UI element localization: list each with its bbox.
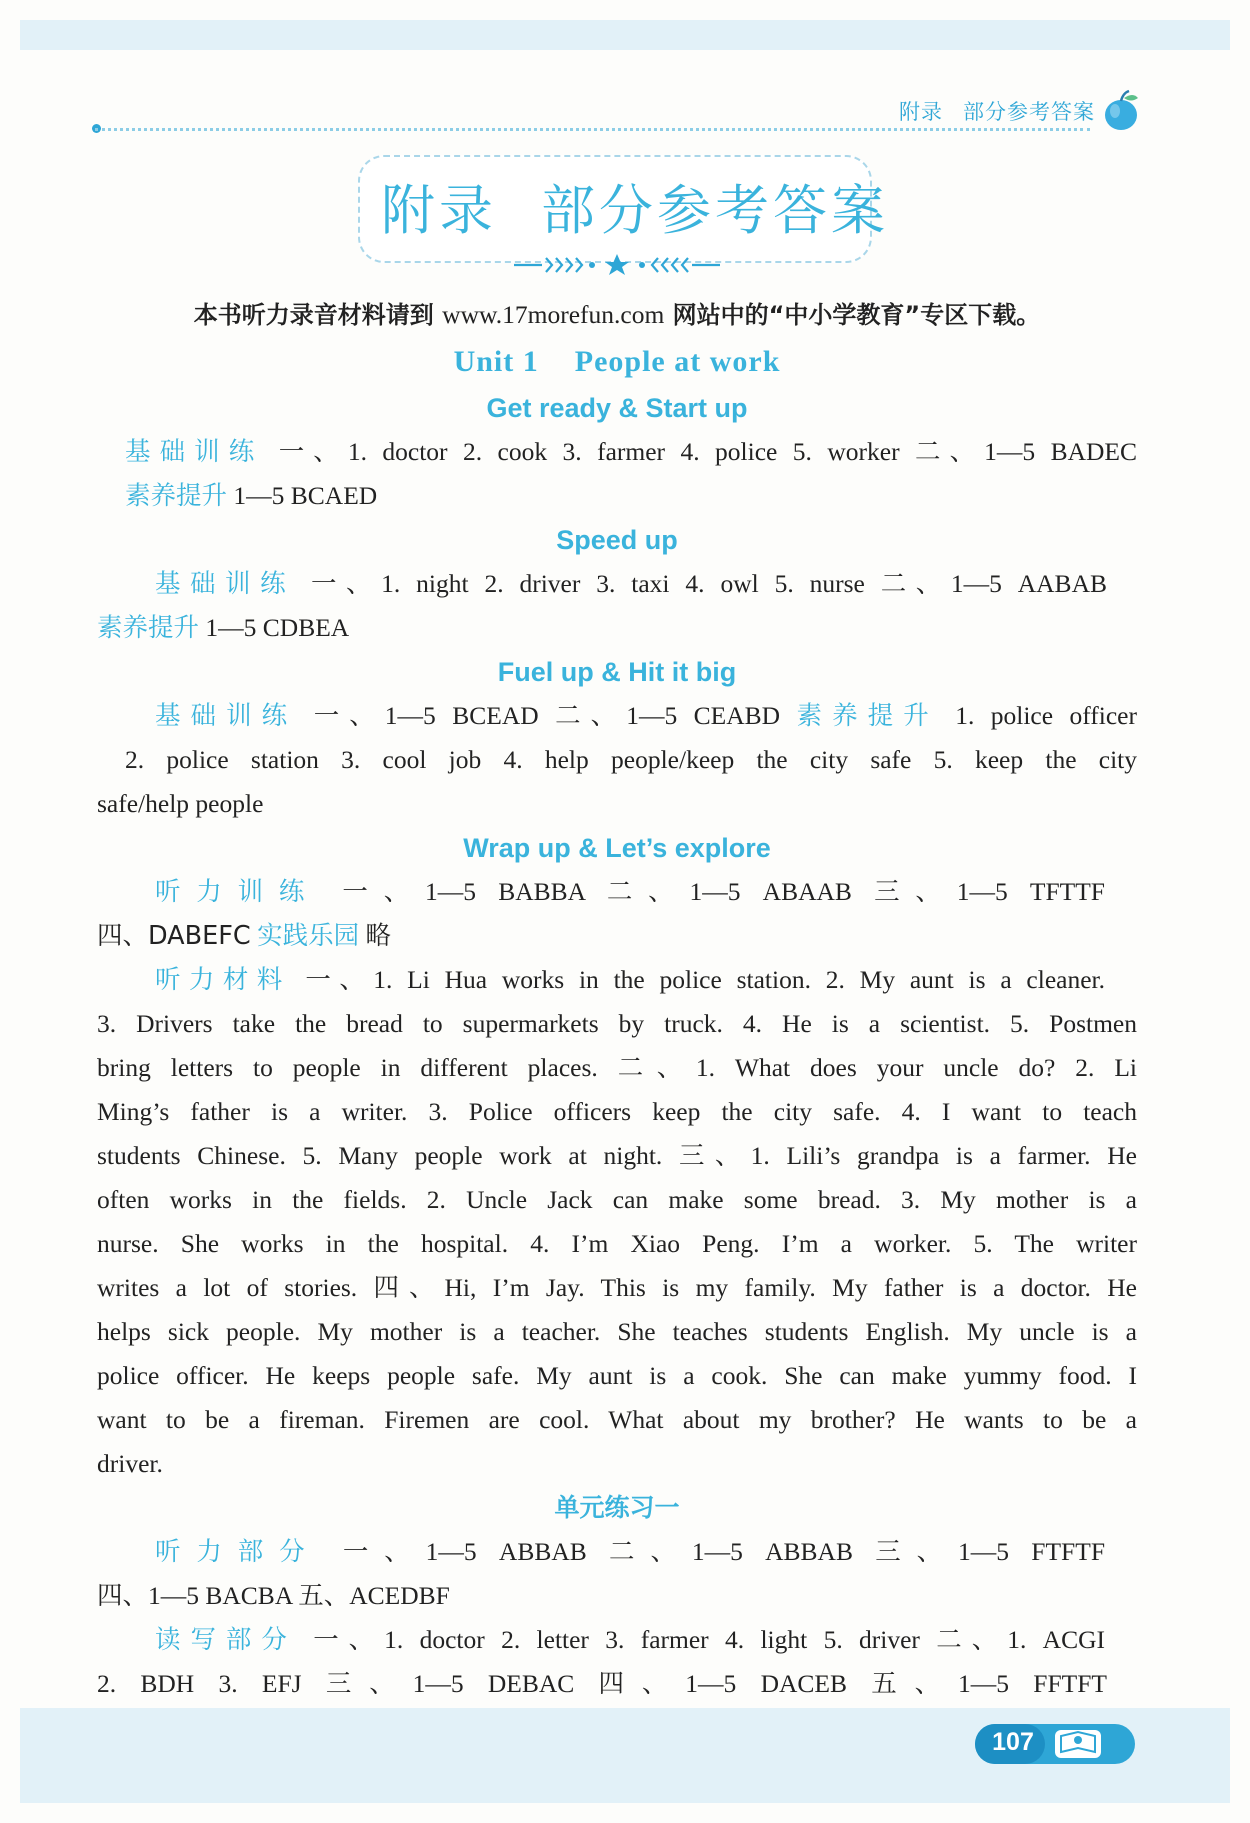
- label-tingli: 听力训练: [155, 877, 321, 907]
- answer-text: 一、1. Li Hua works in the police station. 2. My aunt is a cleaner.: [305, 965, 1105, 994]
- answer-line: 2. police station 3. cool job 4. help people/keep the city safe 5. keep the city: [125, 745, 1137, 774]
- label-jichu: 基础训练: [155, 701, 298, 731]
- section-heading: 单元练习一: [554, 1493, 680, 1522]
- label-suyang: 素养提升: [796, 701, 939, 731]
- answer-text: 一、1. night 2. driver 3. taxi 4. owl 5. nurse 二、1—5 AABAB: [311, 569, 1107, 598]
- answer-line: [125, 474, 1165, 518]
- answer-line: students Chinese. 5. Many people work at night. 三、1. Lili’s grandpa is a farmer. He: [97, 1141, 1137, 1170]
- download-notice: [97, 293, 1137, 337]
- answer-line: [97, 914, 1137, 958]
- top-band: [20, 20, 1230, 50]
- answer-line: [155, 694, 1137, 738]
- section-heading: Wrap up & Let’s explore: [463, 833, 771, 863]
- answer-text: 一、1—5 BABBA 二、1—5 ABAAB 三、1—5 TFTTF: [342, 877, 1105, 906]
- answer-line: 3. Drivers take the bread to supermarkets by truck. 4. He is a scientist. 5. Postmen: [97, 1009, 1137, 1038]
- page-number: 107: [992, 1728, 1034, 1756]
- answer-line: [155, 1530, 1105, 1574]
- section-heading: Fuel up & Hit it big: [497, 657, 737, 687]
- label-jichu: 基础训练: [125, 437, 264, 467]
- notice-post: 网站中的“中小学教育”专区下载。: [664, 301, 1041, 329]
- label-suyang: 素养提升: [125, 481, 228, 511]
- label-duxie-bufen: 读写部分: [155, 1625, 297, 1655]
- answer-line: nurse. She works in the hospital. 4. I’m Xiao Peng. I’m a worker. 5. The writer: [97, 1229, 1137, 1258]
- answer-line: [97, 606, 1137, 650]
- answer-line: want to be a fireman. Firemen are cool. What about my brother? He wants to be a: [97, 1405, 1137, 1434]
- answer-text: 1—5 BCAED: [233, 481, 378, 510]
- ornament-divider: [512, 252, 722, 278]
- label-suyang: 素养提升: [97, 613, 200, 643]
- answer-line: [155, 1618, 1105, 1662]
- title-appendix: 附录: [381, 179, 497, 242]
- apple-icon: [1100, 88, 1142, 132]
- answer-line: 2. BDH 3. EFJ 三、1—5 DEBAC 四、1—5 DACEB 五、1—5 FFTFT: [97, 1669, 1107, 1698]
- answer-line: [155, 958, 1105, 1002]
- title-answers: 部分参考答案: [541, 179, 889, 242]
- header-rule: [95, 128, 1090, 131]
- unit-title: [97, 340, 1137, 384]
- answer-line: 四、1—5 BACBA 五、ACEDBF: [97, 1581, 450, 1610]
- answer-text: 一、1—5 BCEAD 二、1—5 CEABD: [313, 701, 781, 730]
- section-heading: Get ready & Start up: [486, 393, 748, 423]
- answer-text: 略: [365, 921, 391, 951]
- notice-pre: 本书听力录音材料请到: [193, 301, 443, 329]
- answer-line: driver.: [97, 1449, 163, 1478]
- answer-line: safe/help people: [97, 789, 264, 818]
- label-tingli-bufen: 听力部分: [155, 1537, 321, 1567]
- unit-name: People at work: [574, 345, 781, 378]
- page-title: [0, 168, 1250, 245]
- answer-line: bring letters to people in different places. 二、1. What does your uncle do? 2. Li: [97, 1053, 1137, 1082]
- section-heading: Speed up: [556, 525, 678, 555]
- answer-text: 1—5 CDBEA: [205, 613, 350, 642]
- unit-label: Unit 1: [453, 345, 539, 378]
- answer-line: helps sick people. My mother is a teacher. She teaches students English. My uncle is a: [97, 1317, 1137, 1346]
- answer-text: 一、1—5 ABBAB 二、1—5 ABBAB 三、1—5 FTFTF: [342, 1537, 1105, 1566]
- answer-text: 四、DABEFC: [97, 921, 251, 951]
- answer-line: [125, 430, 1137, 474]
- answer-line: police officer. He keeps people safe. My aunt is a cook. She can make yummy food. I: [97, 1361, 1137, 1390]
- answer-line: [155, 870, 1105, 914]
- running-header: [879, 96, 1095, 126]
- label-cailiao: 听力材料: [155, 965, 291, 995]
- header-appendix: 附录: [899, 100, 943, 124]
- answer-text: 1. police officer: [955, 701, 1137, 730]
- answer-line: Ming’s father is a writer. 3. Police officers keep the city safe. 4. I want to teach: [97, 1097, 1137, 1126]
- label-shijian: 实践乐园: [257, 921, 360, 951]
- notice-url: www.17morefun.com: [442, 300, 665, 329]
- label-jichu: 基础训练: [155, 569, 296, 599]
- answer-text: 一、1. doctor 2. letter 3. farmer 4. light 5. driver 二、1. ACGI: [313, 1625, 1105, 1654]
- header-answers: 部分参考答案: [963, 100, 1095, 124]
- answer-text: 一、1. doctor 2. cook 3. farmer 4. police 5. worker 二、1—5 BADEC: [278, 437, 1137, 466]
- answer-line: writes a lot of stories. 四、Hi, I’m Jay. This is my family. My father is a doctor. He: [97, 1273, 1137, 1302]
- answer-line: often works in the fields. 2. Uncle Jack can make some bread. 3. My mother is a: [97, 1185, 1137, 1214]
- answer-line: [155, 562, 1107, 606]
